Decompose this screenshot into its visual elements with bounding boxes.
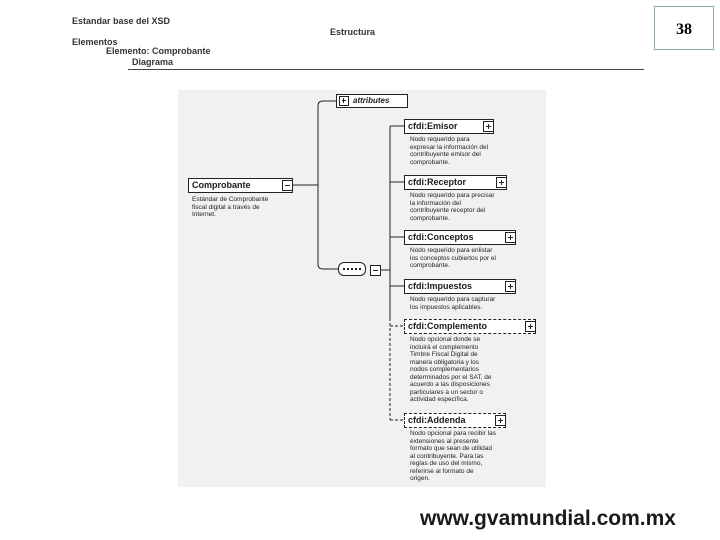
expand-icon[interactable]	[483, 121, 494, 132]
child-element-description: Nodo opcional donde se incluirá el complemento Timbre Fiscal Digital de manera obligatoria y los nodos complementarios determinados por el SAT, de acuerdo a las disposiciones particulares a un sector o actividad específica.	[410, 336, 492, 403]
expand-icon[interactable]	[505, 232, 516, 243]
root-element-description: Estándar de Comprobante fiscal digital a través de Internet.	[192, 196, 269, 218]
xsd-diagram	[178, 90, 546, 487]
page-number: 38	[676, 21, 692, 38]
attributes-box[interactable]	[336, 94, 408, 108]
child-element-box[interactable]	[404, 119, 494, 134]
child-element-label: cfdi:Impuestos	[408, 281, 473, 291]
child-element-description: Nodo requerido para expresar la información del contribuyente emisor del comprobante.	[410, 136, 489, 166]
header-divider	[128, 69, 644, 70]
child-element-box[interactable]	[404, 279, 516, 294]
child-element-description: Nodo opcional para recibir las extensiones al presente formato que sean de utilidad al contribuyente. Para las reglas de uso del mismo, referirse al formato de origen.	[410, 430, 496, 482]
root-element-label: Comprobante	[192, 180, 251, 190]
child-element-label: cfdi:Addenda	[408, 415, 466, 425]
page-number-box	[654, 6, 714, 50]
diagram-label: Diagrama	[132, 57, 174, 67]
child-element-label: cfdi:Receptor	[408, 177, 467, 187]
footer-url[interactable]: www.gvamundial.com.mx	[420, 507, 676, 530]
child-element-description: Nodo requerido para enlistar los conceptos cubiertos por el comprobante.	[410, 247, 496, 269]
sequence-compositor[interactable]	[338, 262, 366, 276]
child-element-label: cfdi:Complemento	[408, 321, 488, 331]
expand-icon[interactable]	[495, 415, 506, 426]
child-element-box[interactable]	[404, 175, 507, 190]
optional-child-element-box[interactable]	[404, 413, 506, 428]
collapse-icon[interactable]	[370, 265, 381, 276]
expand-icon[interactable]	[496, 177, 507, 188]
root-element-box[interactable]	[188, 178, 293, 193]
child-element-description: Nodo requerido para capturar los impuestos aplicables.	[410, 296, 496, 311]
expand-icon[interactable]	[505, 281, 516, 292]
section-title: Estructura	[330, 27, 376, 37]
elements-label: Elementos	[72, 37, 118, 47]
element-label: Elemento: Comprobante	[106, 46, 211, 56]
optional-child-element-box[interactable]	[404, 319, 536, 334]
attributes-label: attributes	[353, 96, 390, 105]
standard-title: Estandar base del XSD	[72, 16, 171, 26]
child-element-label: cfdi:Conceptos	[408, 232, 474, 242]
child-element-box[interactable]	[404, 230, 516, 245]
sequence-icon	[343, 268, 361, 272]
child-element-label: cfdi:Emisor	[408, 121, 458, 131]
expand-icon[interactable]	[525, 321, 536, 332]
expand-icon[interactable]	[339, 96, 349, 106]
child-element-description: Nodo requerido para precisar la información del contribuyente receptor del comprobante.	[410, 192, 495, 222]
collapse-icon[interactable]	[282, 180, 293, 191]
